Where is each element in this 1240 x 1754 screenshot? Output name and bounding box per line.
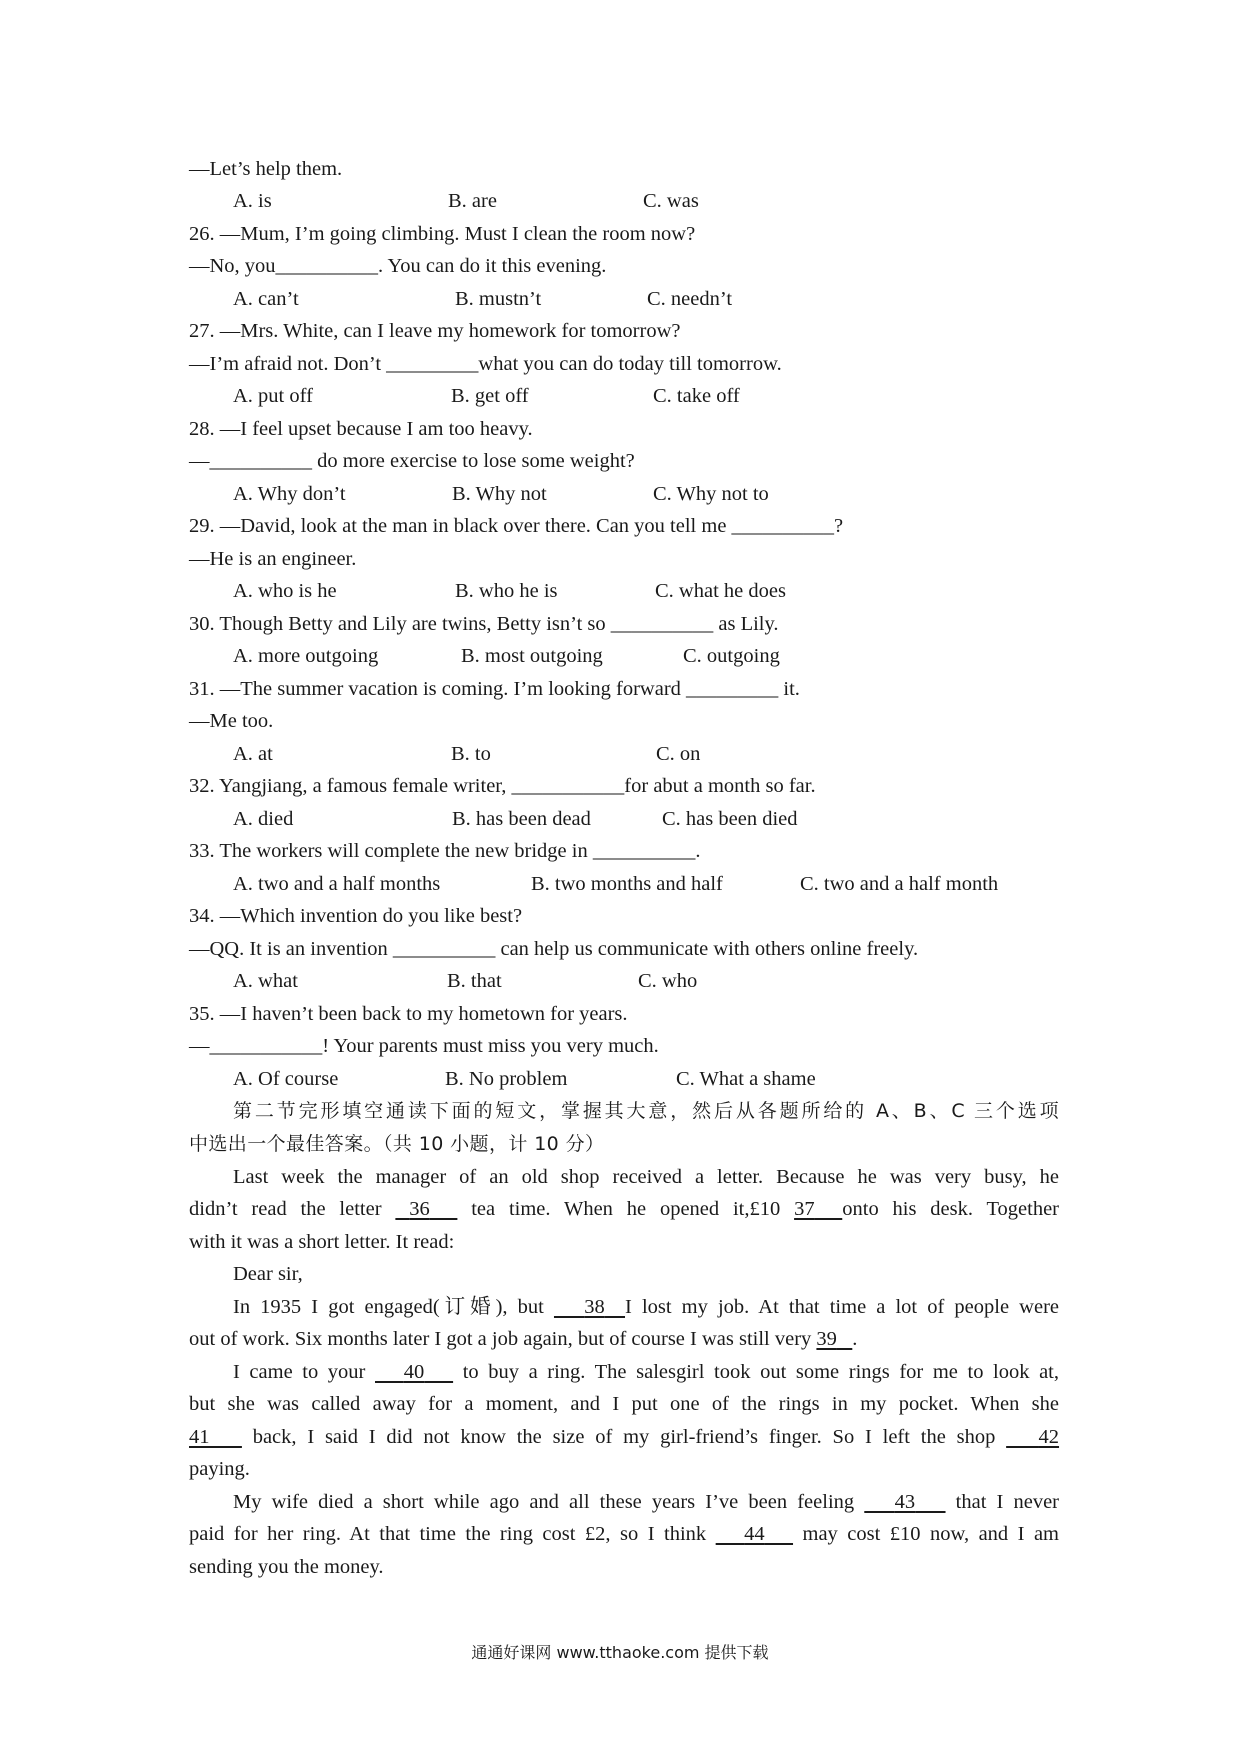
question-31: 31. —The summer vacation is coming. I’m looking forward _________ it. bbox=[189, 678, 800, 700]
option-b: B. mustn’t bbox=[455, 288, 542, 310]
option-b: B. has been dead bbox=[452, 808, 591, 830]
passage-line: with it was a short letter. It read: bbox=[189, 1231, 455, 1253]
blank-37: 37 bbox=[794, 1198, 815, 1220]
option-a: A. can’t bbox=[233, 288, 299, 310]
option-b: B. who he is bbox=[455, 580, 558, 602]
blank-39: 39 bbox=[816, 1328, 837, 1350]
option-a: A. at bbox=[233, 743, 273, 765]
section-2-instructions-line-1: 第二节完形填空通读下面的短文，掌握其大意，然后从各题所给的 A、B、C 三个选项 bbox=[233, 1100, 1059, 1122]
option-c: C. outgoing bbox=[683, 645, 780, 667]
passage-line: didn’t read the letter 36 tea time. When he opened it,£10 37 onto his desk. Together bbox=[189, 1198, 1060, 1220]
question-26-reply: —No, you__________. You can do it this evening. bbox=[189, 255, 607, 277]
option-a: A. more outgoing bbox=[233, 645, 379, 667]
blank-36: 36 bbox=[409, 1198, 430, 1220]
option-a: A. Of course bbox=[233, 1068, 339, 1090]
passage-line: I came to your 40 to buy a ring. The salesgirl took out some rings for me to look at, bbox=[233, 1361, 1060, 1383]
question-30: 30. Though Betty and Lily are twins, Betty isn’t so __________ as Lily. bbox=[189, 613, 779, 635]
question-26: 26. —Mum, I’m going climbing. Must I clean the room now? bbox=[189, 223, 696, 245]
option-b: B. two months and half bbox=[531, 873, 723, 895]
question-28: 28. —I feel upset because I am too heavy. bbox=[189, 418, 533, 440]
question-27: 27. —Mrs. White, can I leave my homework for tomorrow? bbox=[189, 320, 681, 342]
option-a: A. is bbox=[233, 190, 272, 212]
option-b: B. Why not bbox=[452, 483, 547, 505]
letter-salutation: Dear sir, bbox=[233, 1263, 303, 1285]
page-footer: 通通好课网 www.tthaoke.com 提供下载 bbox=[471, 1643, 769, 1662]
question-33: 33. The workers will complete the new bridge in __________. bbox=[189, 840, 701, 862]
option-b: B. get off bbox=[451, 385, 529, 407]
passage-line: out of work. Six months later I got a job again, but of course I was still very 39 . bbox=[189, 1328, 858, 1350]
option-a: A. died bbox=[233, 808, 294, 830]
passage-line: 41 back, I said I did not know the size of my girl-friend’s finger. So I left the shop 42 bbox=[189, 1426, 1060, 1448]
dialogue-line: —Let’s help them. bbox=[189, 158, 343, 180]
blank-38: 38 bbox=[584, 1296, 605, 1318]
blank-42: 42 bbox=[1038, 1426, 1060, 1448]
option-c: C. on bbox=[656, 743, 701, 765]
option-b: B. No problem bbox=[445, 1068, 568, 1090]
option-c: C. take off bbox=[653, 385, 740, 407]
option-a: A. who is he bbox=[233, 580, 337, 602]
blank-41: 41 bbox=[189, 1426, 210, 1448]
passage-line: My wife died a short while ago and all these years I’ve been feeling 43 that I never bbox=[233, 1491, 1059, 1513]
option-a: A. two and a half months bbox=[233, 873, 441, 895]
option-c: C. what he does bbox=[655, 580, 786, 602]
option-b: B. are bbox=[448, 190, 497, 212]
option-b: B. most outgoing bbox=[461, 645, 603, 667]
blank-40: 40 bbox=[403, 1361, 425, 1383]
question-34: 34. —Which invention do you like best? bbox=[189, 905, 523, 927]
option-b: B. to bbox=[451, 743, 491, 765]
option-c: C. needn’t bbox=[647, 288, 733, 310]
option-a: A. put off bbox=[233, 385, 313, 407]
passage-line: paying. bbox=[189, 1458, 250, 1480]
passage-line: In 1935 I got engaged(订婚), but 38 I lost my job. At that time a lot of people were bbox=[233, 1296, 1059, 1318]
passage-line: sending you the money. bbox=[189, 1556, 384, 1578]
option-c: C. What a shame bbox=[676, 1068, 816, 1090]
passage-line: but she was called away for a moment, and I put one of the rings in my pocket. When she bbox=[189, 1393, 1059, 1415]
question-35: 35. —I haven’t been back to my hometown for years. bbox=[189, 1003, 628, 1025]
blank-44: 44 bbox=[744, 1523, 765, 1545]
option-a: A. what bbox=[233, 970, 298, 992]
passage-line: Last week the manager of an old shop received a letter. Because he was very busy, he bbox=[233, 1166, 1059, 1188]
blank-43: 43 bbox=[894, 1491, 916, 1513]
section-2-instructions-line-2: 中选出一个最佳答案。（共 10 小题，计 10 分） bbox=[189, 1133, 605, 1155]
passage-line: paid for her ring. At that time the ring cost £2, so I think 44 may cost £10 now, and I am bbox=[189, 1523, 1060, 1545]
option-b: B. that bbox=[447, 970, 502, 992]
question-31-reply: —Me too. bbox=[189, 710, 274, 732]
option-c: C. has been died bbox=[662, 808, 798, 830]
question-29-reply: —He is an engineer. bbox=[189, 548, 357, 570]
option-c: C. two and a half month bbox=[800, 873, 999, 895]
option-c: C. Why not to bbox=[653, 483, 769, 505]
question-27-reply: —I’m afraid not. Don’t _________what you can do today till tomorrow. bbox=[189, 353, 782, 375]
option-c: C. was bbox=[643, 190, 699, 212]
question-34-reply: —QQ. It is an invention __________ can help us communicate with others online freely. bbox=[189, 938, 919, 960]
option-c: C. who bbox=[638, 970, 698, 992]
question-28-reply: —__________ do more exercise to lose some weight? bbox=[189, 450, 635, 472]
question-29: 29. —David, look at the man in black over there. Can you tell me __________? bbox=[189, 515, 844, 537]
option-a: A. Why don’t bbox=[233, 483, 346, 505]
question-35-reply: —___________! Your parents must miss you very much. bbox=[189, 1035, 659, 1057]
question-32: 32. Yangjiang, a famous female writer, ___________for abut a month so far. bbox=[189, 775, 816, 797]
